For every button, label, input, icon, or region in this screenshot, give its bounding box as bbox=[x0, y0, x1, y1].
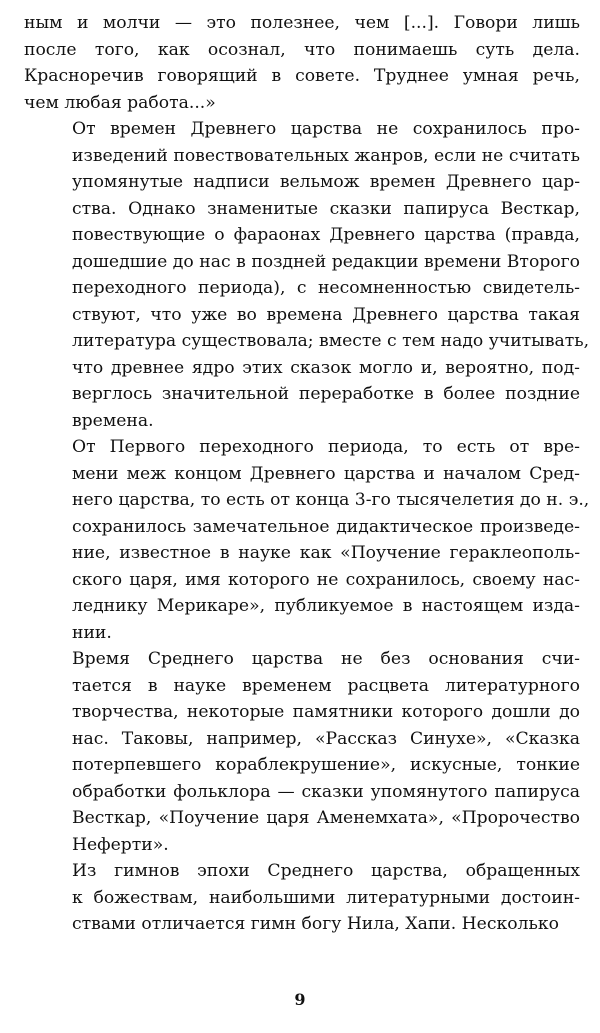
text-line: верглось значительной переработке в более поздние bbox=[72, 384, 580, 404]
text-line: От времен Древнего царства не сохранилось про- bbox=[72, 119, 580, 139]
text-line: леднику Мерикаре», публикуемое в настоящем изда- bbox=[72, 596, 580, 616]
text-line: потерпевшего кораблекрушение», искусные, тонкие bbox=[72, 755, 580, 775]
text-line: ствуют, что уже во времена Древнего царства такая bbox=[72, 304, 580, 325]
paragraph bbox=[24, 10, 580, 116]
text-line: обработки фольклора — сказки упомянутого папируса bbox=[72, 781, 580, 802]
text-line: Весткар, «Поучение царя Аменемхата», «Пророчество bbox=[72, 808, 580, 828]
text-line: нас. Таковы, например, «Рассказ Синухе», «Сказка bbox=[72, 728, 580, 749]
text-line: Из гимнов эпохи Среднего царства, обращенных bbox=[72, 861, 580, 881]
text-line: ского царя, имя которого не сохранилось, своему нас- bbox=[72, 569, 580, 590]
text-line: тается в науке временем расцвета литературного bbox=[72, 675, 580, 696]
paragraph bbox=[24, 116, 590, 434]
text-line: ства. Однако знаменитые сказки папируса Весткар, bbox=[72, 198, 580, 219]
text-line: изведений повествовательных жанров, если не считать bbox=[72, 145, 580, 166]
text-line: после того, как осознал, что понимаешь суть дела. bbox=[24, 39, 580, 60]
text-line: ным и молчи — это полезнее, чем [...]. Говори лишь bbox=[24, 13, 580, 33]
text-line: творчества, некоторые памятники которого дошли до bbox=[72, 702, 580, 722]
text-line: Неферти». bbox=[72, 834, 169, 855]
text-line: мени меж концом Древнего царства и началом Сред- bbox=[72, 463, 580, 484]
paragraph bbox=[24, 646, 580, 858]
text-line: литература существовала; вместе с тем надо учитывать, bbox=[72, 331, 590, 351]
text-line: нии. bbox=[72, 622, 112, 643]
text-line: повествующие о фараонах Древнего царства (правда, bbox=[72, 225, 580, 245]
text-line: дошедшие до нас в поздней редакции времени Второго bbox=[72, 251, 580, 272]
text-line: упомянутые надписи вельмож времен Древнего цар- bbox=[72, 172, 580, 192]
text-line: времена. bbox=[72, 410, 154, 431]
text-line: к божествам, наибольшими литературными достоин- bbox=[72, 887, 580, 908]
text-line: переходного периода), с несомненностью свидетель- bbox=[72, 278, 580, 298]
text-line: сохранилось замечательное дидактическое произведе- bbox=[72, 516, 580, 537]
text-line: От Первого переходного периода, то есть от вре- bbox=[72, 437, 580, 457]
text-line: Время Среднего царства не без основания счи- bbox=[72, 649, 580, 669]
paragraph bbox=[24, 858, 580, 938]
text-line: чем любая работа...» bbox=[24, 92, 216, 113]
text-line: ние, известное в науке как «Поучение гераклеополь- bbox=[72, 543, 580, 563]
paragraph bbox=[24, 434, 590, 646]
text-line: ствами отличается гимн богу Нила, Хапи. Несколько bbox=[72, 914, 559, 934]
text-line: Красноречив говорящий в совете. Труднее умная речь, bbox=[24, 66, 580, 86]
page-number: 9 bbox=[294, 990, 306, 1009]
text-line: него царства, то есть от конца 3-го тысячелетия до н. э., bbox=[72, 490, 590, 510]
text-line: что древнее ядро этих сказок могло и, вероятно, под- bbox=[72, 357, 580, 378]
page-body bbox=[24, 10, 590, 938]
